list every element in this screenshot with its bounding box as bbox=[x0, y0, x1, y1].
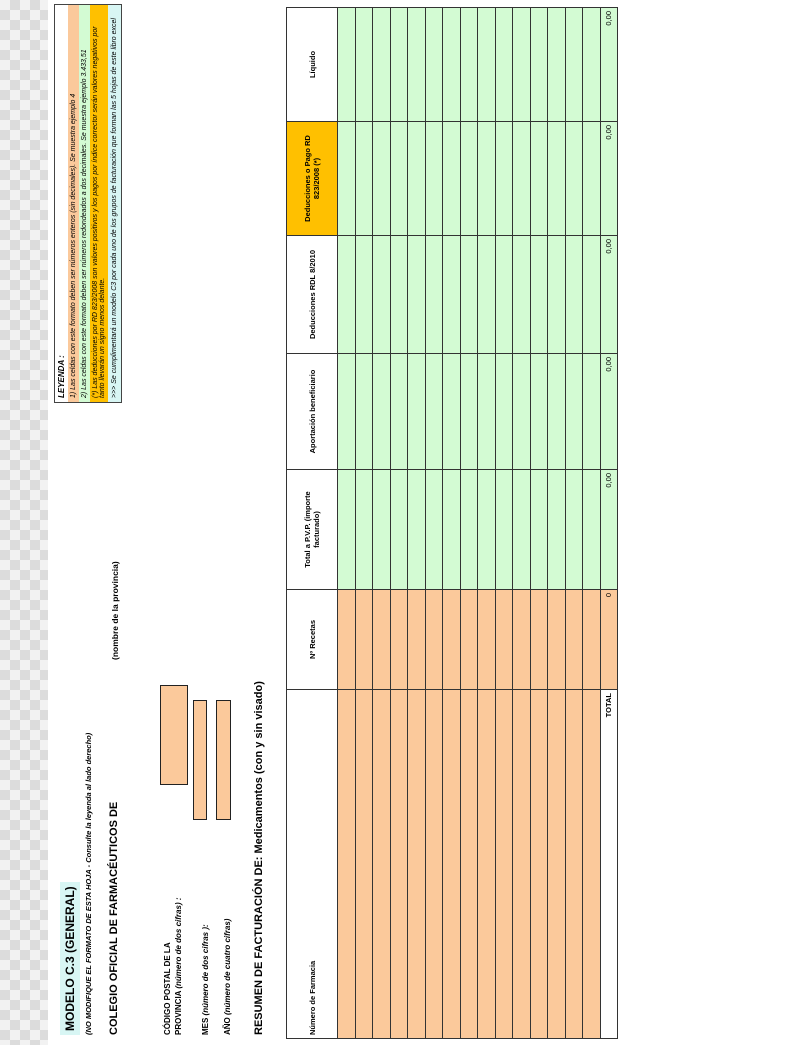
col-header-aportacion: Aportación beneficiario bbox=[287, 354, 338, 470]
billing-table bbox=[286, 7, 618, 1039]
table-row bbox=[408, 8, 426, 1039]
cell-recetas[interactable] bbox=[425, 590, 443, 690]
codigo-postal-label bbox=[162, 898, 184, 1036]
cell-liquido[interactable] bbox=[373, 8, 391, 122]
cell-pvp[interactable] bbox=[390, 470, 408, 590]
anio-label bbox=[222, 919, 233, 1035]
legend-box bbox=[54, 4, 122, 403]
cell-liquido[interactable] bbox=[495, 8, 513, 122]
col-header-farmacia: Número de Farmacia bbox=[287, 690, 338, 1039]
cell-pvp[interactable] bbox=[373, 470, 391, 590]
cell-rdl[interactable] bbox=[548, 236, 566, 354]
cell-farmacia[interactable] bbox=[565, 690, 583, 1039]
cell-aportacion[interactable] bbox=[425, 354, 443, 470]
table-row bbox=[513, 8, 531, 1039]
cell-aportacion[interactable] bbox=[355, 354, 373, 470]
table-row bbox=[443, 8, 461, 1039]
cell-pago[interactable] bbox=[355, 122, 373, 236]
total-liquido: 0,00 bbox=[600, 8, 618, 122]
cell-recetas[interactable] bbox=[565, 590, 583, 690]
cell-rdl[interactable] bbox=[495, 236, 513, 354]
cell-farmacia[interactable] bbox=[373, 690, 391, 1039]
cell-recetas[interactable] bbox=[478, 590, 496, 690]
table-header-row bbox=[287, 8, 338, 1039]
cell-recetas[interactable] bbox=[548, 590, 566, 690]
cell-farmacia[interactable] bbox=[495, 690, 513, 1039]
cell-recetas[interactable] bbox=[443, 590, 461, 690]
total-rdl: 0,00 bbox=[600, 236, 618, 354]
anio-label-hint: (número de cuatro cifras) bbox=[223, 918, 232, 1015]
cell-pago[interactable] bbox=[565, 122, 583, 236]
cell-aportacion[interactable] bbox=[565, 354, 583, 470]
codigo-label-line1: CÓDIGO POSTAL DE LA bbox=[163, 942, 172, 1035]
cell-pvp[interactable] bbox=[478, 470, 496, 590]
total-pago: 0,00 bbox=[600, 122, 618, 236]
cell-recetas[interactable] bbox=[460, 590, 478, 690]
cell-liquido[interactable] bbox=[513, 8, 531, 122]
cell-rdl[interactable] bbox=[390, 236, 408, 354]
cell-recetas[interactable] bbox=[530, 590, 548, 690]
table-row bbox=[583, 8, 601, 1039]
col-header-pago: Deducciones o Pago RD 823/2008 (*) bbox=[287, 122, 338, 236]
mes-label-hint: (número de dos cifras ): bbox=[201, 924, 210, 1016]
cell-pago[interactable] bbox=[583, 122, 601, 236]
cell-aportacion[interactable] bbox=[495, 354, 513, 470]
cell-recetas[interactable] bbox=[338, 590, 356, 690]
mes-label bbox=[200, 924, 211, 1035]
cell-rdl[interactable] bbox=[425, 236, 443, 354]
cell-liquido[interactable] bbox=[425, 8, 443, 122]
cell-pago[interactable] bbox=[443, 122, 461, 236]
spreadsheet-page bbox=[48, 0, 800, 1045]
page-title: MODELO C.3 (GENERAL) bbox=[60, 882, 80, 1035]
cell-pago[interactable] bbox=[373, 122, 391, 236]
table-body bbox=[338, 8, 601, 1039]
cell-farmacia[interactable] bbox=[355, 690, 373, 1039]
cell-aportacion[interactable] bbox=[513, 354, 531, 470]
cell-liquido[interactable] bbox=[530, 8, 548, 122]
codigo-postal-input[interactable] bbox=[160, 685, 188, 785]
table-row bbox=[355, 8, 373, 1039]
cell-pvp[interactable] bbox=[513, 470, 531, 590]
cell-rdl[interactable] bbox=[408, 236, 426, 354]
cell-liquido[interactable] bbox=[565, 8, 583, 122]
table-row bbox=[530, 8, 548, 1039]
cell-pago[interactable] bbox=[460, 122, 478, 236]
cell-pvp[interactable] bbox=[443, 470, 461, 590]
codigo-label-line2 bbox=[173, 898, 184, 1036]
cell-aportacion[interactable] bbox=[443, 354, 461, 470]
legend-groups-note: >>> Se cumplimentará un modelo C3 por cada uno de los grupos de facturación que forman las 5 hojas de este libro excel bbox=[108, 5, 121, 402]
cell-pago[interactable] bbox=[530, 122, 548, 236]
table-row bbox=[495, 8, 513, 1039]
cell-farmacia[interactable] bbox=[548, 690, 566, 1039]
cell-rdl[interactable] bbox=[478, 236, 496, 354]
cell-pvp[interactable] bbox=[530, 470, 548, 590]
legend-title: LEYENDA : bbox=[55, 5, 68, 402]
table-row bbox=[548, 8, 566, 1039]
col-header-recetas: Nº Recetas bbox=[287, 590, 338, 690]
cell-aportacion[interactable] bbox=[478, 354, 496, 470]
cell-liquido[interactable] bbox=[478, 8, 496, 122]
cell-pvp[interactable] bbox=[338, 470, 356, 590]
cell-farmacia[interactable] bbox=[443, 690, 461, 1039]
cell-pvp[interactable] bbox=[583, 470, 601, 590]
cell-pago[interactable] bbox=[478, 122, 496, 236]
mes-label-main: MES bbox=[201, 1015, 210, 1035]
cell-rdl[interactable] bbox=[460, 236, 478, 354]
col-header-rdl: Deducciones RDL 8/2010 bbox=[287, 236, 338, 354]
table-row bbox=[478, 8, 496, 1039]
cell-pvp[interactable] bbox=[548, 470, 566, 590]
cell-liquido[interactable] bbox=[408, 8, 426, 122]
cell-farmacia[interactable] bbox=[425, 690, 443, 1039]
cell-aportacion[interactable] bbox=[338, 354, 356, 470]
cell-pago[interactable] bbox=[390, 122, 408, 236]
cell-pvp[interactable] bbox=[425, 470, 443, 590]
cell-rdl[interactable] bbox=[443, 236, 461, 354]
total-aportacion: 0,00 bbox=[600, 354, 618, 470]
colegio-title: COLEGIO OFICIAL DE FARMACÉUTICOS DE bbox=[108, 801, 120, 1035]
cell-rdl[interactable] bbox=[373, 236, 391, 354]
cell-recetas[interactable] bbox=[495, 590, 513, 690]
cell-pago[interactable] bbox=[513, 122, 531, 236]
mes-input[interactable] bbox=[193, 700, 207, 820]
legend-decimal-format: 2) Las celdas con este formato deben ser números redondeados a dos decimales. Se muestra ejemplo 3.433,51 bbox=[79, 5, 90, 402]
table-row bbox=[373, 8, 391, 1039]
cell-aportacion[interactable] bbox=[408, 354, 426, 470]
cell-rdl[interactable] bbox=[513, 236, 531, 354]
cell-liquido[interactable] bbox=[460, 8, 478, 122]
total-pvp: 0,00 bbox=[600, 470, 618, 590]
col-header-liquido: Líquido bbox=[287, 8, 338, 122]
cell-aportacion[interactable] bbox=[583, 354, 601, 470]
codigo-label-hint: (número de dos cifras) : bbox=[174, 897, 183, 989]
codigo-label-main: PROVINCIA bbox=[174, 988, 183, 1035]
cell-liquido[interactable] bbox=[355, 8, 373, 122]
anio-label-main: AÑO bbox=[223, 1015, 232, 1035]
cell-farmacia[interactable] bbox=[408, 690, 426, 1039]
cell-aportacion[interactable] bbox=[460, 354, 478, 470]
col-header-pvp: Total a P.V.P. (importe facturado) bbox=[287, 470, 338, 590]
cell-recetas[interactable] bbox=[390, 590, 408, 690]
cell-rdl[interactable] bbox=[355, 236, 373, 354]
legend-integer-format: 1) Las celdas con este formato deben ser números enteros (sin decimales). Se muestra ejemplo 4 bbox=[68, 5, 79, 402]
table-row bbox=[565, 8, 583, 1039]
cell-pvp[interactable] bbox=[495, 470, 513, 590]
cell-aportacion[interactable] bbox=[530, 354, 548, 470]
cell-pago[interactable] bbox=[338, 122, 356, 236]
table-row bbox=[425, 8, 443, 1039]
cell-farmacia[interactable] bbox=[460, 690, 478, 1039]
table-row bbox=[338, 8, 356, 1039]
cell-farmacia[interactable] bbox=[530, 690, 548, 1039]
table-row bbox=[460, 8, 478, 1039]
resumen-title: RESUMEN DE FACTURACIÓN DE: Medicamentos (con y sin visado) bbox=[253, 681, 265, 1035]
cell-recetas[interactable] bbox=[583, 590, 601, 690]
cell-liquido[interactable] bbox=[548, 8, 566, 122]
cell-rdl[interactable] bbox=[530, 236, 548, 354]
format-note: (NO MODIFIQUE EL FORMATO DE ESTA HOJA - Consulte la leyenda al lado derecho) bbox=[84, 732, 93, 1035]
cell-liquido[interactable] bbox=[338, 8, 356, 122]
total-recetas: 0 bbox=[600, 590, 618, 690]
total-row bbox=[600, 8, 618, 1039]
cell-pago[interactable] bbox=[495, 122, 513, 236]
cell-farmacia[interactable] bbox=[478, 690, 496, 1039]
cell-aportacion[interactable] bbox=[390, 354, 408, 470]
cell-liquido[interactable] bbox=[583, 8, 601, 122]
cell-recetas[interactable] bbox=[373, 590, 391, 690]
cell-pago[interactable] bbox=[408, 122, 426, 236]
cell-farmacia[interactable] bbox=[338, 690, 356, 1039]
cell-pago[interactable] bbox=[548, 122, 566, 236]
cell-farmacia[interactable] bbox=[390, 690, 408, 1039]
cell-farmacia[interactable] bbox=[513, 690, 531, 1039]
cell-liquido[interactable] bbox=[443, 8, 461, 122]
provincia-hint: (nombre de la provincia) bbox=[110, 561, 120, 660]
cell-rdl[interactable] bbox=[583, 236, 601, 354]
cell-pago[interactable] bbox=[425, 122, 443, 236]
legend-deductions-note: (*) Las deducciones por RD 823/2008 son valores positivos y los pagos por índice corrector serán valores negativos por tanto llevarán un signo menos delante. bbox=[90, 5, 108, 402]
table-row bbox=[390, 8, 408, 1039]
cell-rdl[interactable] bbox=[338, 236, 356, 354]
total-label: TOTAL bbox=[600, 690, 618, 1039]
cell-farmacia[interactable] bbox=[583, 690, 601, 1039]
cell-aportacion[interactable] bbox=[548, 354, 566, 470]
cell-recetas[interactable] bbox=[408, 590, 426, 690]
cell-pvp[interactable] bbox=[460, 470, 478, 590]
cell-pvp[interactable] bbox=[565, 470, 583, 590]
cell-pvp[interactable] bbox=[355, 470, 373, 590]
cell-recetas[interactable] bbox=[355, 590, 373, 690]
cell-recetas[interactable] bbox=[513, 590, 531, 690]
cell-aportacion[interactable] bbox=[373, 354, 391, 470]
cell-rdl[interactable] bbox=[565, 236, 583, 354]
anio-input[interactable] bbox=[216, 700, 231, 820]
cell-pvp[interactable] bbox=[408, 470, 426, 590]
cell-liquido[interactable] bbox=[390, 8, 408, 122]
